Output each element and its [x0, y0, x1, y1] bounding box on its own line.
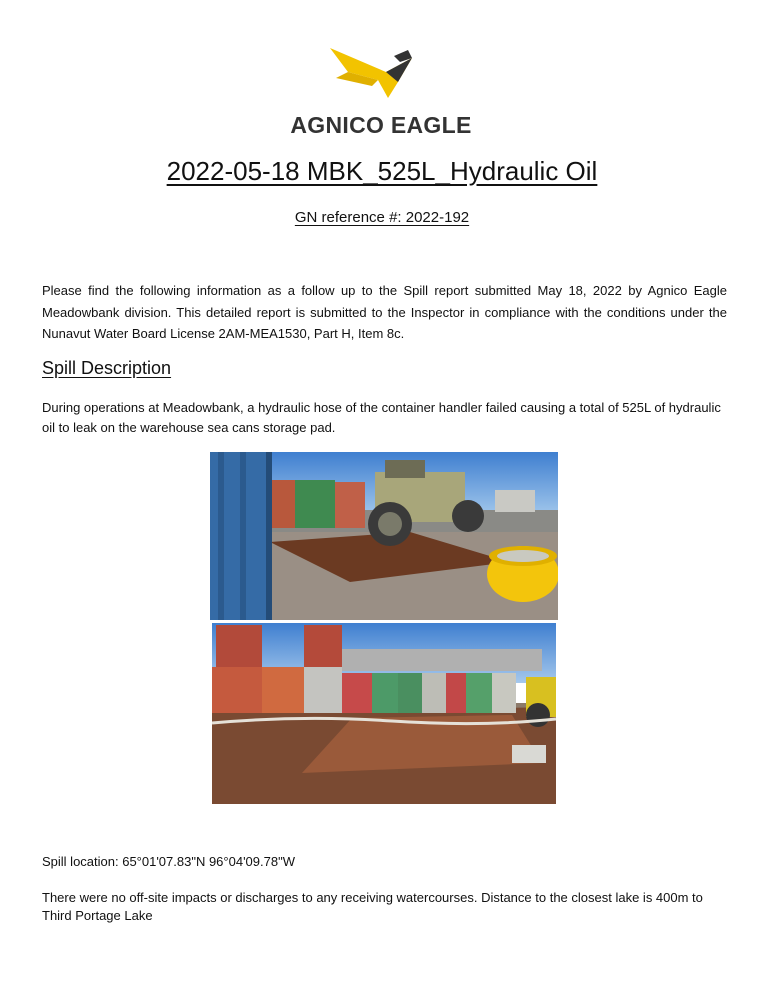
gn-reference: GN reference #: 2022-192: [294, 209, 470, 226]
impact-statement: There were no off-site impacts or discharges to any receiving watercourses. Distance to the closest lake is 400m to Third Portage Lake: [42, 890, 703, 923]
intro-paragraph: Please find the following information as a follow up to the Spill report submitted May 18, 2022 by Agnico Eagle Meadowbank division. This detailed report is submitted to the Inspector in compliance with the conditions under the Nunavut Water Board License 2AM-MEA1530, Part H, Item 8c.: [42, 283, 727, 341]
spill-location: Spill location: 65°01'07.83"N 96°04'09.78"W: [42, 854, 295, 869]
company-logo: [286, 42, 476, 138]
section-heading-spill-description: Spill Description: [42, 358, 172, 378]
eagle-logo-icon: [328, 42, 418, 100]
logo-wordmark: AGNICO EAGLE: [290, 112, 472, 138]
spill-photo-sea-can-pad: [212, 623, 556, 804]
spill-description-text: During operations at Meadowbank, a hydraulic hose of the container handler failed causing a total of 525L of hydraulic oil to leak on the warehouse sea cans storage pad.: [42, 400, 721, 435]
report-title: 2022-05-18 MBK_525L_Hydraulic Oil: [166, 156, 598, 186]
spill-photo-container-handler: [210, 452, 558, 620]
